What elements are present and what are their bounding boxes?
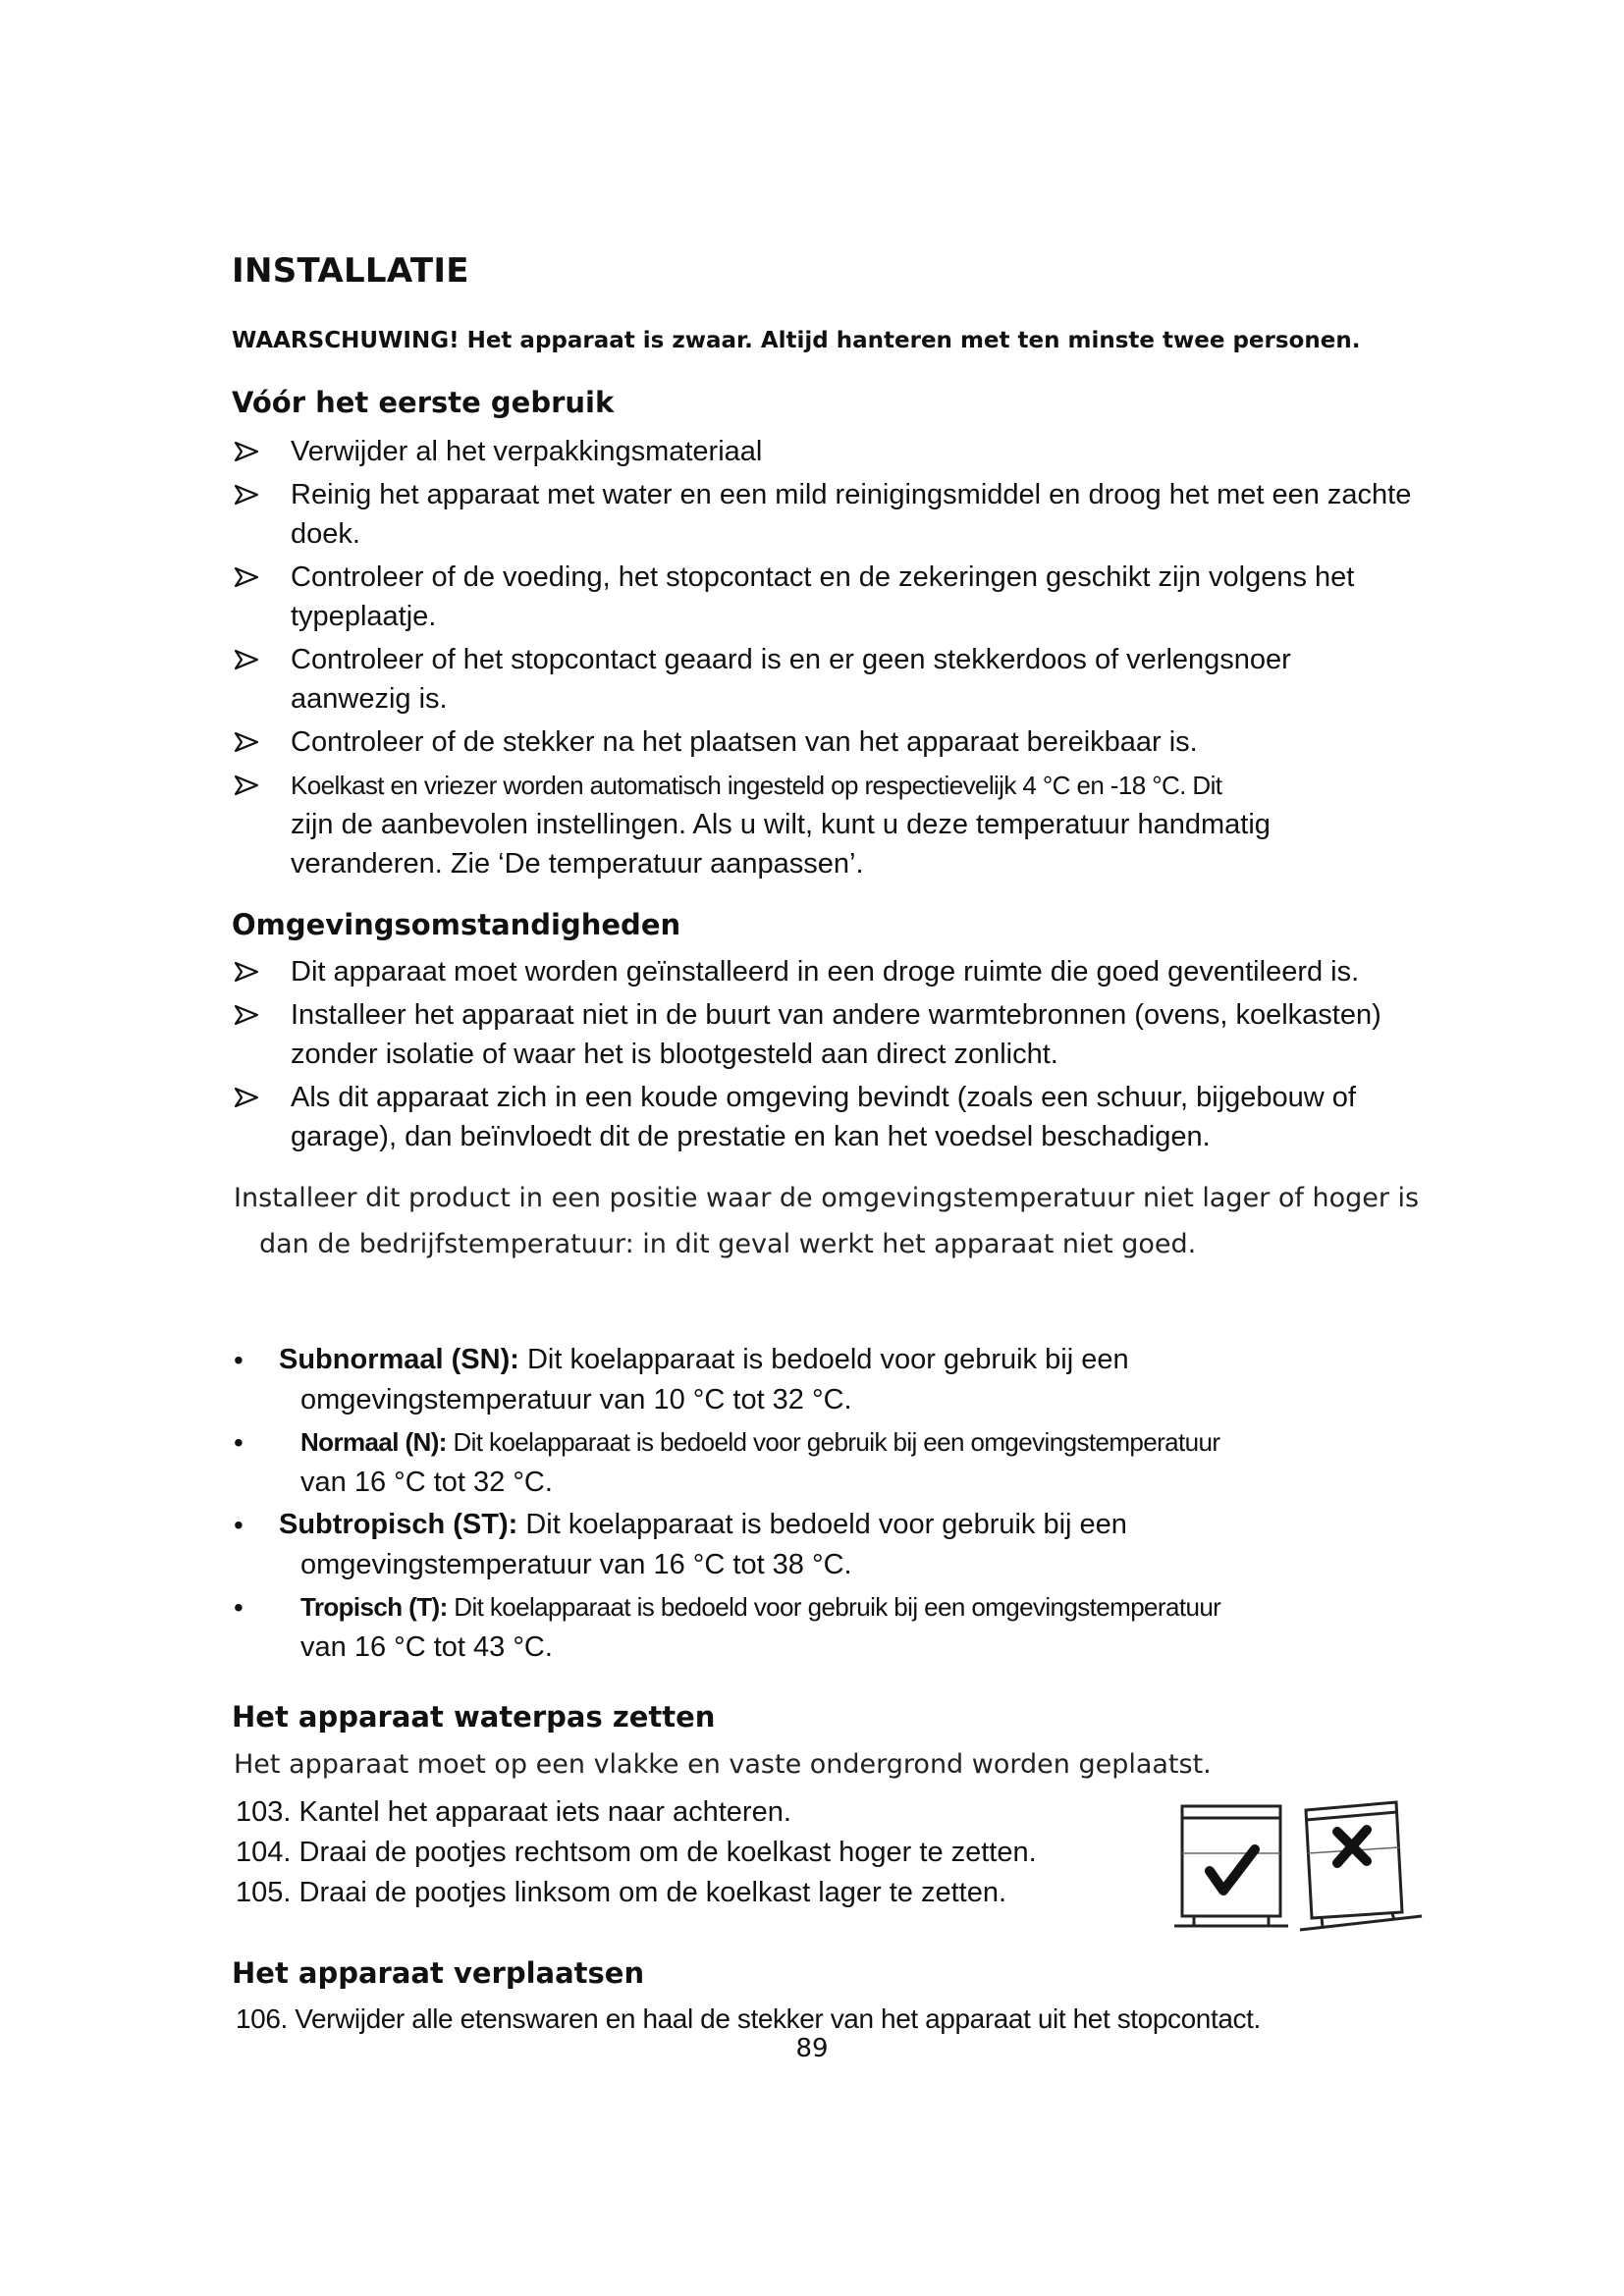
warning-text: WAARSCHUWING! Het apparaat is zwaar. Altijd hanteren met ten minste twee personen.: [232, 328, 1361, 353]
list-item: [232, 995, 1538, 1074]
bullet-dot-icon: •: [234, 1345, 244, 1375]
arrow-bullet-icon: [232, 952, 267, 991]
step-item: 106. Verwijder alle etenswaren en haal de stekker van het apparaat uit het stopcontact.: [236, 2003, 1261, 2034]
list-item: [232, 640, 1538, 719]
arrow-bullet-icon: [232, 640, 267, 679]
list-item: [232, 722, 1538, 762]
page-title: INSTALLATIE: [232, 251, 469, 291]
step-item: 105. Draai de pootjes linksom om de koelkast lager te zetten.: [236, 1877, 1007, 1908]
list-item: [232, 1078, 1538, 1156]
climate-class-term: Normaal (N):: [300, 1427, 447, 1457]
list-item-text: doek.: [291, 518, 360, 550]
list-item-text: Verwijder al het verpakkingsmateriaal: [291, 436, 763, 467]
fridge-tilted-drawing: [1300, 1802, 1422, 1930]
moving-steps: [236, 1999, 1261, 2039]
climate-class-line: [279, 1592, 1220, 1622]
list-item-text: Dit apparaat moet worden geïnstalleerd in een droge ruimte die goed geventileerd is.: [291, 956, 1360, 988]
list-item-text: zonder isolatie of waar het is blootgesteld aan direct zonlicht.: [291, 1039, 1058, 1070]
environment-list: [232, 952, 1538, 1160]
list-item: [232, 475, 1538, 554]
bullet-dot-icon: •: [234, 1510, 244, 1540]
arrow-bullet-icon: [232, 558, 267, 597]
list-item-text: veranderen. Zie ‘De temperatuur aanpassen’.: [291, 848, 864, 880]
list-item-text: zijn de aanbevolen instellingen. Als u wilt, kunt u deze temperatuur handmatig: [291, 809, 1271, 840]
climate-class-line: [279, 1427, 1219, 1457]
climate-class-line: [279, 1509, 1127, 1540]
list-item-text: aanwezig is.: [291, 683, 448, 715]
climate-class-desc: van 16 °C tot 43 °C.: [300, 1631, 553, 1663]
list-item-text: Controleer of het stopcontact geaard is en er geen stekkerdoos of verlengsnoer: [291, 644, 1291, 675]
list-item: [232, 432, 1538, 471]
heading-first-use: Vóór het eerste gebruik: [232, 386, 615, 419]
cross-icon: [1337, 1830, 1367, 1863]
heading-leveling: Het apparaat waterpas zetten: [232, 1700, 716, 1734]
climate-class-desc: van 16 °C tot 32 °C.: [300, 1467, 553, 1498]
first-use-list: [232, 432, 1538, 887]
list-item-text: Reinig het apparaat met water en een mild reinigingsmiddel en droog het met een zachte: [291, 479, 1412, 510]
climate-class-term: Subtropisch (ST):: [279, 1509, 518, 1540]
climate-class-desc: Dit koelapparaat is bedoeld voor gebruik bij een omgevingstemperatuur: [446, 1427, 1220, 1457]
list-item-text: Controleer of de stekker na het plaatsen van het apparaat bereikbaar is.: [291, 726, 1198, 758]
environment-note-line1: Installeer dit product in een positie waar de omgevingstemperatuur niet lager of hoger is: [234, 1183, 1420, 1213]
list-item: [232, 1587, 1410, 1668]
fridge-level-drawing: [1174, 1806, 1288, 1926]
heading-moving: Het apparaat verplaatsen: [232, 1956, 645, 1990]
list-item-text: garage), dan beïnvloedt dit de prestatie en kan het voedsel beschadigen.: [291, 1121, 1211, 1152]
list-item: [232, 1340, 1410, 1420]
climate-class-list: [232, 1340, 1410, 1670]
climate-class-desc: omgevingstemperatuur van 16 °C tot 38 °C.: [300, 1549, 852, 1580]
step-item: 104. Draai de pootjes rechtsom om de koelkast hoger te zetten.: [236, 1837, 1037, 1868]
arrow-bullet-icon: [232, 432, 267, 471]
climate-class-desc: Dit koelapparaat is bedoeld voor gebruik bij een: [518, 1344, 1129, 1375]
list-item: [232, 766, 1538, 883]
arrow-bullet-icon: [232, 1078, 267, 1117]
leveling-steps: [236, 1792, 1037, 1913]
page-number: 89: [795, 2034, 829, 2063]
leveling-figure: [1174, 1789, 1430, 1936]
arrow-bullet-icon: [232, 995, 267, 1035]
list-item-text: Als dit apparaat zich in een koude omgeving bevindt (zoals een schuur, bijgebouw of: [291, 1082, 1356, 1113]
environment-note-line2: dan de bedrijfstemperatuur: in dit geval werkt het apparaat niet goed.: [259, 1229, 1197, 1259]
climate-class-line: [279, 1344, 1129, 1375]
climate-class-desc: omgevingstemperatuur van 10 °C tot 32 °C.: [300, 1384, 852, 1415]
leveling-intro: Het apparaat moet op een vlakke en vaste ondergrond worden geplaatst.: [234, 1749, 1212, 1780]
list-item: [232, 1422, 1410, 1503]
heading-environment: Omgevingsomstandigheden: [232, 908, 681, 941]
climate-class-term: Subnormaal (SN):: [279, 1344, 519, 1375]
step-item: 103. Kantel het apparaat iets naar achteren.: [236, 1796, 791, 1828]
arrow-bullet-icon: [232, 722, 267, 762]
list-item: [232, 1505, 1410, 1585]
list-item: [232, 952, 1538, 991]
list-item-text: Installeer het apparaat niet in de buurt van andere warmtebronnen (ovens, koelkasten): [291, 999, 1381, 1031]
list-item: [232, 558, 1538, 636]
list-item-text: Controleer of de voeding, het stopcontact en de zekeringen geschikt zijn volgens het: [291, 561, 1355, 593]
list-item-text: Koelkast en vriezer worden automatisch ingesteld op respectievelijk 4 °C en -18 °C. Dit: [291, 771, 1222, 800]
arrow-bullet-icon: [232, 475, 267, 514]
arrow-bullet-icon: [232, 766, 267, 805]
climate-class-desc: Dit koelapparaat is bedoeld voor gebruik bij een omgevingstemperatuur: [447, 1592, 1221, 1622]
bullet-dot-icon: •: [234, 1427, 244, 1458]
check-icon: [1210, 1849, 1255, 1891]
list-item-text: typeplaatje.: [291, 601, 437, 632]
bullet-dot-icon: •: [234, 1592, 244, 1623]
climate-class-desc: Dit koelapparaat is bedoeld voor gebruik bij een: [517, 1509, 1127, 1540]
climate-class-term: Tropisch (T):: [300, 1592, 448, 1622]
